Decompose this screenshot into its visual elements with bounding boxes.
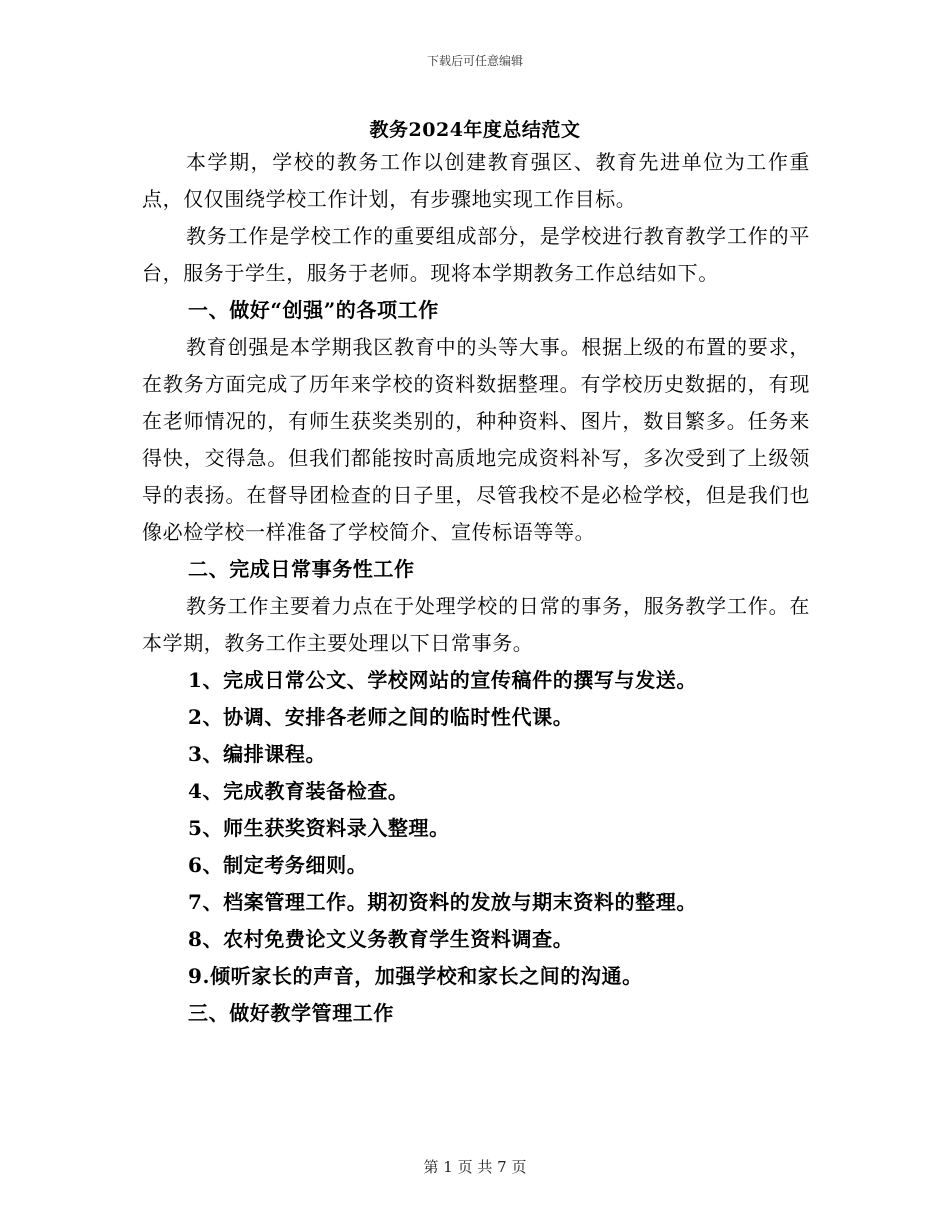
paragraph-intro-2: 教务工作是学校工作的重要组成部分，是学校进行教育教学工作的平台，服务于学生，服务于老师。现将本学期教务工作总结如下。	[142, 224, 810, 285]
section-heading-1: 一、做好“创强”的各项工作	[188, 298, 439, 322]
task-list-item: 5、师生获奖资料录入整理。	[188, 816, 450, 840]
page-number-indicator: 第 1 页 共 7 页	[423, 1158, 527, 1176]
paragraph-intro-1: 本学期，学校的教务工作以创建教育强区、教育先进单位为工作重点，仅仅围绕学校工作计划，有步骤地实现工作目标。	[142, 150, 810, 211]
task-list-item: 3、编排课程。	[188, 742, 327, 766]
document-title: 教务2024年度总结范文	[369, 119, 581, 141]
section-heading-3: 三、做好教学管理工作	[188, 1001, 394, 1025]
document-body	[142, 144, 810, 1032]
task-list-item: 4、完成教育装备检查。	[188, 779, 409, 803]
paragraph-section-2: 教务工作主要着力点在于处理学校的日常的事务，服务教学工作。在本学期，教务工作主要处理以下日常事务。	[142, 594, 810, 655]
page-header-note: 下载后可任意编辑	[426, 54, 523, 68]
task-list-item: 1、完成日常公文、学校网站的宣传稿件的撰写与发送。	[188, 668, 697, 692]
section-heading-2: 二、完成日常事务性工作	[188, 557, 415, 581]
task-list-item: 9.倾听家长的声音，加强学校和家长之间的沟通。	[188, 964, 643, 988]
task-list-item: 8、农村免费论文义务教育学生资料调查。	[188, 927, 574, 951]
task-list-item: 7、档案管理工作。期初资料的发放与期末资料的整理。	[188, 890, 697, 914]
task-list-item: 6、制定考务细则。	[188, 853, 368, 877]
task-list-item: 2、协调、安排各老师之间的临时性代课。	[188, 705, 574, 729]
paragraph-section-1: 教育创强是本学期我区教育中的头等大事。根据上级的布置的要求，在教务方面完成了历年来学校的资料数据整理。有学校历史数据的，有现在老师情况的，有师生获奖类别的，种种资料、图片，数目繁多。任务来得快，交得急。但我们都能按时高质地完成资料补写，多次受到了上级领导的表扬。在督导团检查的日子里，尽管我校不是必检学校，但是我们也像必检学校一样准备了学校简介、宣传标语等等。	[142, 335, 810, 544]
